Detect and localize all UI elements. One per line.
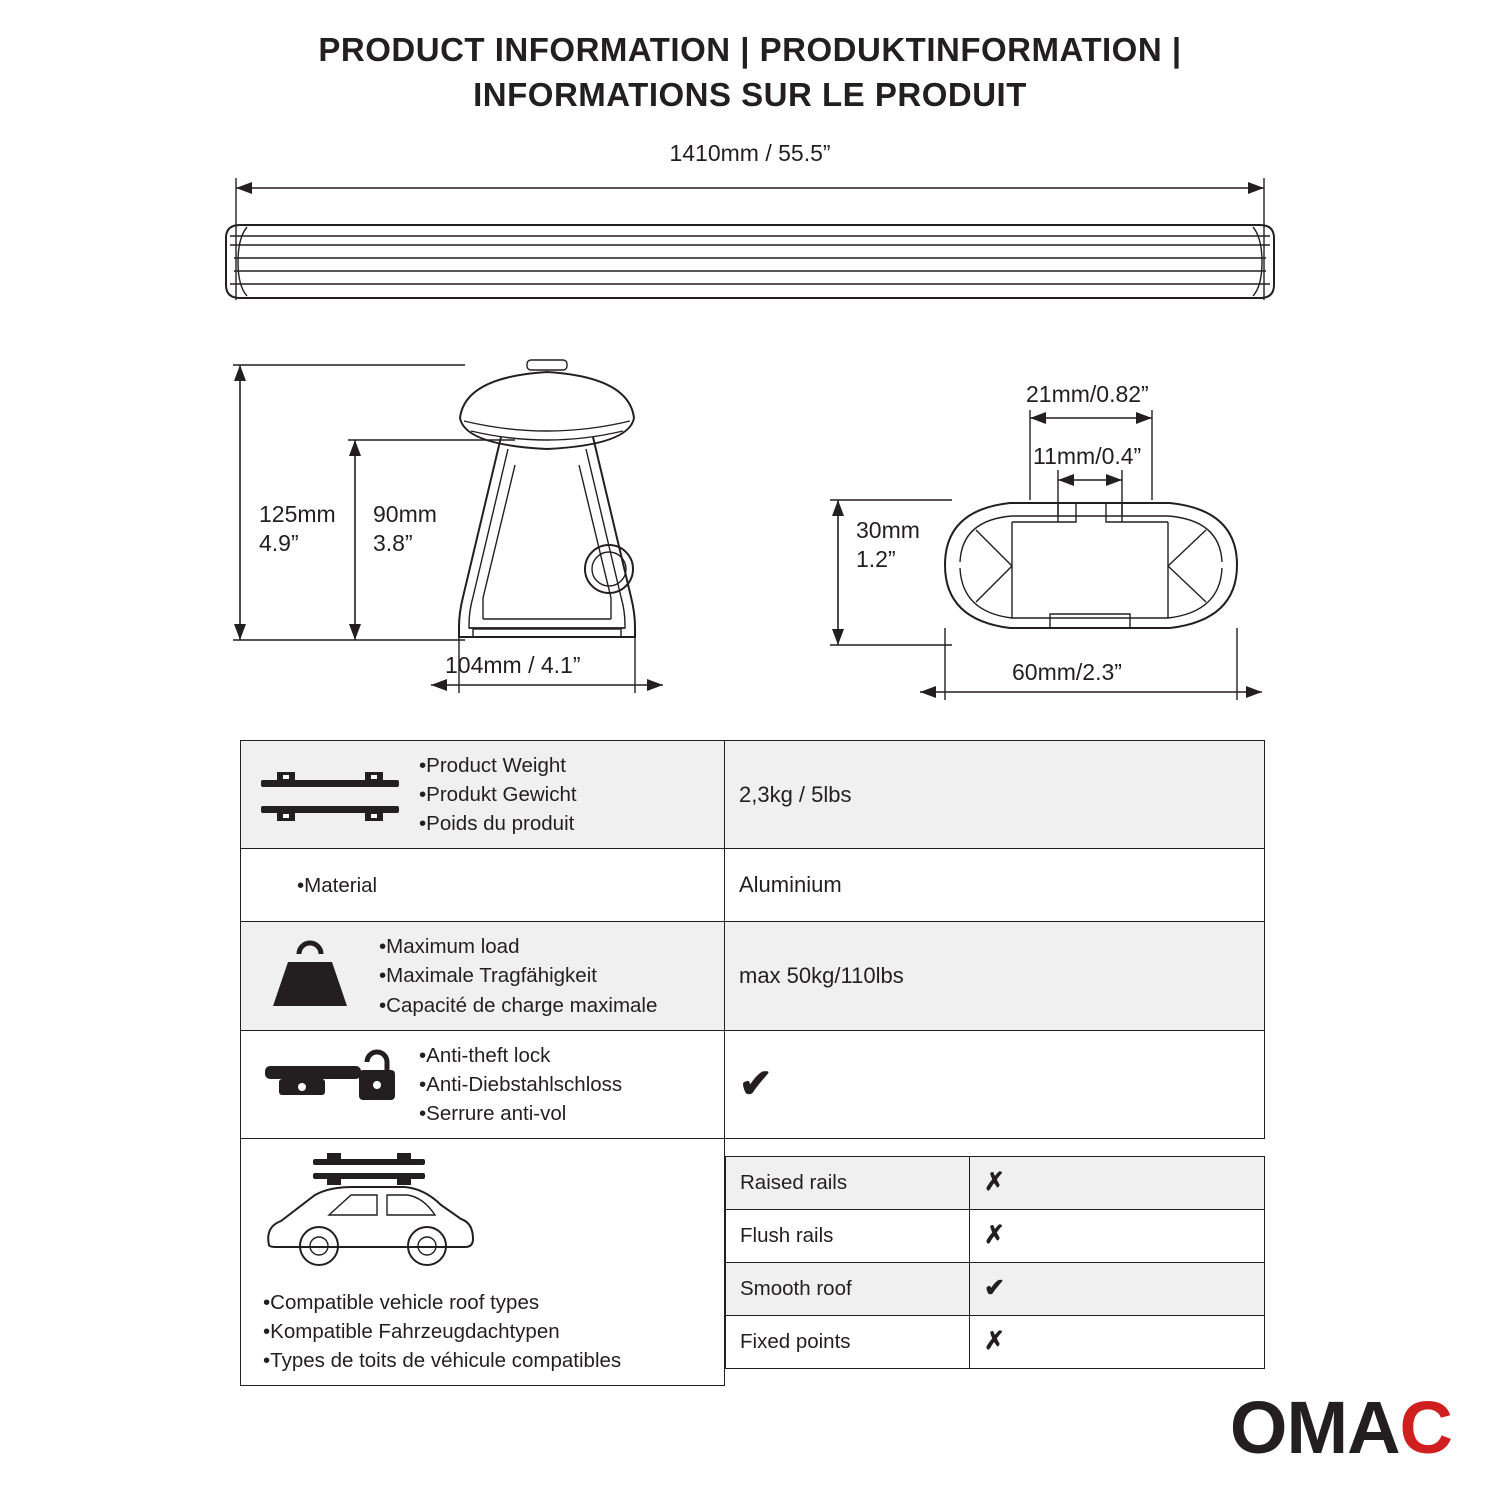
- page-title-line2: INFORMATIONS SUR LE PRODUIT: [473, 75, 1027, 113]
- logo-letter-a: A: [1347, 1386, 1400, 1469]
- svg-text:1.2”: 1.2”: [856, 546, 896, 572]
- spec-label-cell-weight: [241, 741, 725, 849]
- spec-value-weight: 2,3kg / 5lbs: [725, 741, 1265, 849]
- table-row: [241, 1138, 1265, 1385]
- svg-text:4.9”: 4.9”: [259, 530, 299, 556]
- length-dimension-label: 1410mm / 55.5”: [669, 140, 831, 166]
- table-row: [241, 1030, 1265, 1138]
- spec-labels-lock: [419, 1041, 622, 1128]
- spec-label-cell-lock: [241, 1030, 725, 1138]
- spec-label-line: •Capacité de charge maximale: [379, 993, 658, 1017]
- check-icon: ✔: [739, 1062, 773, 1107]
- spec-label-line: •Maximale Tragfähigkeit: [379, 964, 597, 988]
- spec-labels-max-load: [379, 932, 657, 1019]
- page-title: [0, 28, 1500, 117]
- svg-text:60mm/2.3”: 60mm/2.3”: [1012, 659, 1122, 685]
- spec-labels-weight: [419, 751, 577, 838]
- spec-label-line: •Produkt Gewicht: [419, 783, 577, 807]
- spec-label-cell-max-load: [241, 922, 725, 1030]
- spec-value-max-load: max 50kg/110lbs: [725, 922, 1265, 1030]
- roof-type-name: Smooth roof: [726, 1262, 970, 1315]
- weight-icon: [255, 940, 365, 1012]
- svg-text:3.8”: 3.8”: [373, 530, 413, 556]
- check-icon: ✔: [984, 1273, 1005, 1302]
- spec-label-line: •Product Weight: [419, 754, 566, 777]
- spec-value-lock: [725, 1030, 1265, 1138]
- bar-profile-cross-section-drawing: [800, 370, 1340, 730]
- spec-value-material: Aluminium: [725, 849, 1265, 922]
- svg-text:90mm: 90mm: [373, 501, 437, 527]
- spec-label-line: •Anti-theft lock: [419, 1043, 551, 1067]
- svg-text:104mm / 4.1”: 104mm / 4.1”: [445, 652, 581, 678]
- roof-types-matrix-cell: [725, 1138, 1265, 1385]
- table-row: [241, 922, 1265, 1030]
- table-row: [241, 741, 1265, 849]
- roof-types-label-line: •Kompatible Fahrzeugdachtypen: [263, 1320, 560, 1344]
- roof-types-label-cell: [241, 1138, 725, 1385]
- table-row: [726, 1156, 1265, 1209]
- table-row: [726, 1315, 1265, 1368]
- page-title-line1: PRODUCT INFORMATION | PRODUKTINFORMATION |: [318, 31, 1182, 68]
- roof-type-support: [970, 1262, 1265, 1315]
- roof-type-support: [970, 1315, 1265, 1368]
- table-row: [241, 849, 1265, 922]
- svg-text:30mm: 30mm: [856, 517, 920, 543]
- lock-icon: [255, 1048, 405, 1120]
- specifications-table: [240, 740, 1265, 1386]
- car-with-rack-icon: [255, 1149, 710, 1274]
- roof-types-labels: [255, 1288, 710, 1375]
- roof-types-label-line: •Types de toits de véhicule compatibles: [263, 1349, 622, 1373]
- svg-text:21mm/0.82”: 21mm/0.82”: [1026, 381, 1149, 407]
- roof-type-name: Fixed points: [726, 1315, 970, 1368]
- spec-label-line: •Poids du produit: [419, 812, 575, 836]
- spec-label-line: •Anti-Diebstahlschloss: [419, 1072, 623, 1096]
- spec-labels-material: •Material: [297, 873, 378, 897]
- spec-label-line: •Maximum load: [379, 935, 520, 959]
- roof-type-name: Raised rails: [726, 1156, 970, 1209]
- spec-label-cell-material: [241, 849, 725, 922]
- roof-type-support: [970, 1156, 1265, 1209]
- table-row: [726, 1262, 1265, 1315]
- crossbar-side-view-drawing: [200, 170, 1300, 330]
- roof-type-name: Flush rails: [726, 1209, 970, 1262]
- svg-text:125mm: 125mm: [259, 501, 336, 527]
- svg-text:11mm/0.4”: 11mm/0.4”: [1033, 443, 1142, 469]
- roof-types-label-line: •Compatible vehicle roof types: [263, 1290, 540, 1314]
- omac-logo: [1230, 1385, 1452, 1470]
- tower-front-view-drawing: [215, 345, 775, 735]
- roof-type-support: [970, 1209, 1265, 1262]
- crossbars-icon: [255, 764, 405, 826]
- logo-letter-o: O: [1229, 1386, 1287, 1469]
- logo-letter-m: M: [1286, 1386, 1348, 1469]
- spec-label-line: •Serrure anti-vol: [419, 1101, 567, 1125]
- cross-icon: ✗: [984, 1326, 1005, 1355]
- roof-types-table: [725, 1156, 1265, 1369]
- table-row: [726, 1209, 1265, 1262]
- cross-icon: ✗: [984, 1167, 1005, 1196]
- logo-letter-c: C: [1399, 1386, 1452, 1469]
- cross-icon: ✗: [984, 1220, 1005, 1249]
